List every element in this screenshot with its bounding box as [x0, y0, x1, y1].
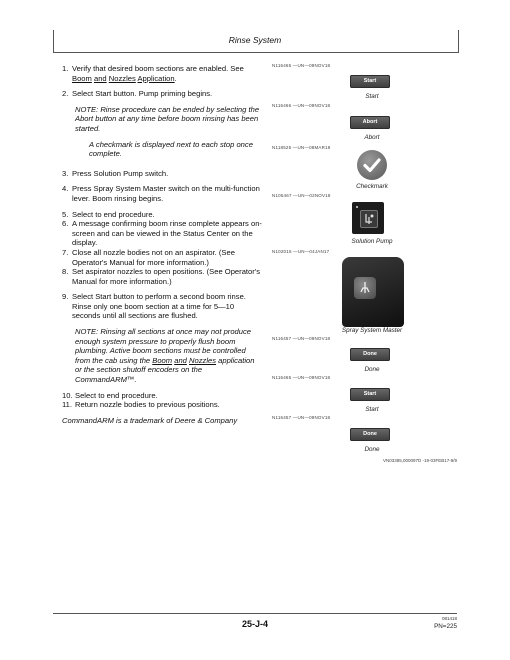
link-boom[interactable]: Boom — [152, 355, 173, 365]
step-text: Close all nozzle bodies not on an aspirator. (See Operator's Manual for more information.) — [72, 247, 235, 267]
footer-pn: PN=225 — [434, 623, 457, 630]
step-1 — [62, 64, 262, 83]
note-rinsing — [75, 327, 262, 385]
pump-switch — [360, 210, 378, 228]
done-button[interactable]: Done — [350, 348, 390, 361]
step-text: A message confirming boom rinse complete appears on-screen and can be viewed in the Status Center on the display. — [72, 219, 262, 248]
figure-caption: Checkmark — [356, 183, 388, 190]
figure-id: N116465 —UN—09NOV18 — [272, 63, 331, 68]
step-8 — [62, 267, 262, 286]
step-number: 1. — [62, 64, 69, 73]
note-rinsing-text: NOTE: Rinsing all sections at once may not produce enough system pressure to properly flush boom plumbing. Active boom sections must be controlled from the cab using the — [75, 327, 252, 365]
master-switch — [354, 277, 376, 299]
figure-caption: Abort — [364, 134, 380, 141]
step-text: Select Start button. Pump priming begins. — [72, 89, 213, 99]
footer-code: 081418 — [441, 616, 457, 621]
done-button[interactable]: Done — [350, 428, 390, 441]
step-text-part: Verify that desired boom sections are enabled. See — [72, 64, 244, 73]
step-5 — [62, 210, 262, 220]
step-4 — [62, 184, 262, 203]
figure-id: N118525 —UN—08MAR19 — [272, 145, 331, 150]
step-text: Set aspirator nozzles to open positions. (See Operator's Manual for more information.) — [72, 267, 261, 286]
step-text — [72, 64, 262, 83]
pump-symbol-icon — [361, 211, 377, 227]
trademark-note: CommandARM is a trademark of Deere & Company — [62, 415, 238, 425]
step-text: Press Spray System Master switch on the multi-function lever. Boom rinsing begins. — [72, 184, 260, 203]
step-6 — [62, 219, 262, 248]
abort-button[interactable]: Abort — [350, 116, 390, 129]
figure-id: N102015 —UN—04JAN17 — [272, 249, 330, 254]
step-number: 8. — [62, 267, 69, 277]
step-text: Press Solution Pump switch. — [72, 168, 169, 178]
step-number: 6. — [62, 219, 69, 229]
figure-id: N116465 —UN—09NOV18 — [272, 375, 331, 380]
figure-caption: Start — [365, 93, 379, 100]
solution-pump-icon — [352, 202, 384, 234]
step-11 — [62, 400, 262, 410]
step-number: 3. — [62, 168, 69, 178]
figure-id: N105467 —UN—02NOV18 — [272, 193, 331, 198]
document-reference: VN03385,000097D -19-03FEB17-9/9 — [382, 458, 457, 463]
figure-id: N116457 —UN—09NOV18 — [272, 415, 331, 420]
step-number: 10. — [62, 390, 73, 400]
step-number: 7. — [62, 247, 69, 257]
start-button[interactable]: Start — [350, 75, 390, 88]
step-number: 2. — [62, 89, 69, 99]
link-nozzles[interactable]: Nozzles — [108, 73, 136, 83]
figure-caption: Done — [364, 446, 380, 453]
step-number: 5. — [62, 209, 69, 219]
figure-id: N116457 —UN—09NOV18 — [272, 336, 331, 341]
step-7 — [62, 248, 262, 267]
note-rinsing-text-end: application or the section shutoff encoders on the CommandARM™. — [75, 355, 255, 385]
step-text: Select to end procedure. — [75, 390, 158, 400]
note-checkmark-text: A checkmark is displayed next to each stop once complete. — [89, 139, 253, 159]
step-text-part: . — [174, 73, 177, 83]
check-circle-icon — [357, 150, 387, 180]
indicator-light-icon — [356, 206, 358, 208]
procedure-steps — [62, 64, 262, 425]
note-abort: NOTE: Rinse procedure can be ended by selecting the Abort button at any time before boom rinsing has been started. — [75, 104, 260, 133]
page-number: 25-J-4 — [241, 619, 268, 629]
step-text: Select Start button to perform a second boom rinse. Rinse only one boom section at a time for 5—10 seconds until all sections are flushed. — [72, 292, 246, 321]
checkmark-icon — [357, 150, 387, 180]
figure-caption: Done — [364, 366, 380, 373]
step-10 — [62, 391, 262, 401]
start-button[interactable]: Start — [350, 388, 390, 401]
step-number: 4. — [62, 184, 69, 194]
step-number: 11. — [62, 400, 72, 410]
note-checkmark — [75, 140, 262, 159]
footer-divider — [53, 613, 457, 614]
step-2 — [62, 89, 262, 99]
link-application[interactable]: Application — [137, 73, 175, 83]
figure-caption: Solution Pump — [351, 238, 393, 245]
link-and[interactable]: and — [174, 355, 187, 365]
spray-symbol-icon — [354, 277, 376, 299]
spray-system-master-icon — [342, 257, 404, 327]
link-and[interactable]: and — [93, 73, 107, 83]
link-boom[interactable]: Boom — [72, 73, 92, 83]
step-text: Select to end procedure. — [72, 209, 155, 219]
step-3 — [62, 169, 262, 179]
step-text: Return nozzle bodies to previous positions. — [75, 400, 220, 410]
link-nozzles[interactable]: Nozzles — [189, 355, 217, 365]
figure-caption: Spray System Master — [341, 327, 403, 334]
figure-caption: Start — [365, 406, 379, 413]
step-9 — [62, 292, 262, 321]
page-title: Rinse System — [228, 35, 282, 45]
step-number: 9. — [62, 292, 69, 302]
figure-id: N116466 —UN—09NOV18 — [272, 103, 331, 108]
